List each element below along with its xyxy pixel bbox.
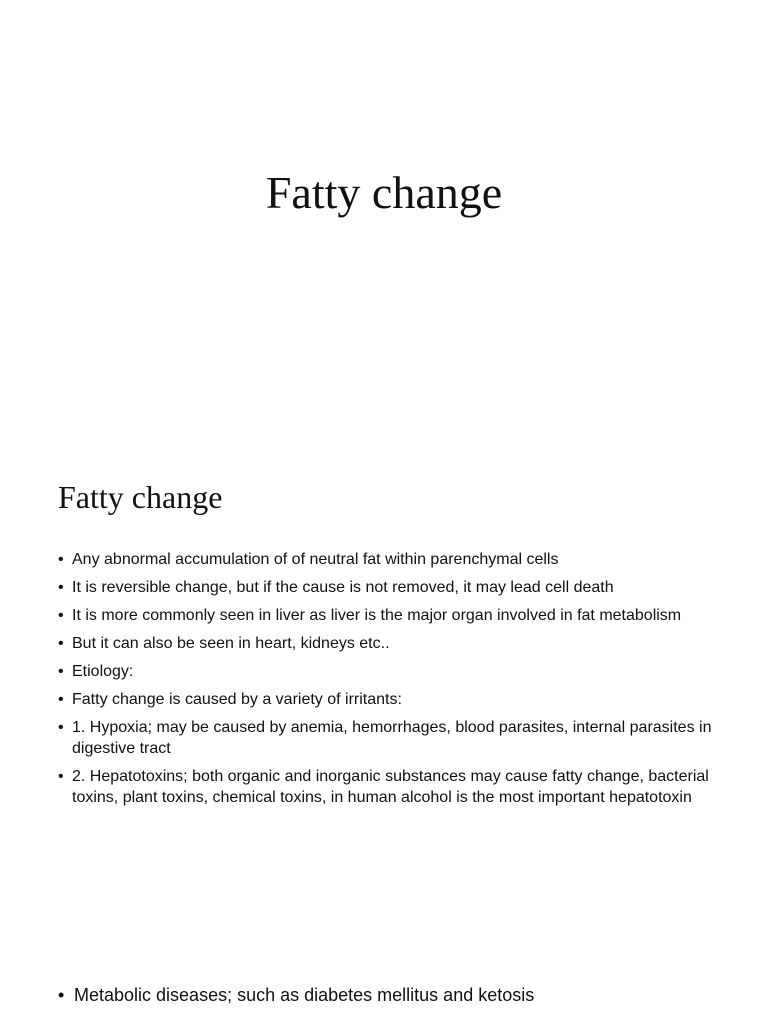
bullet-item: • It is reversible change, but if the cause is not removed, it may lead cell death: [58, 577, 718, 598]
slide-2-bullet-list: [58, 549, 718, 815]
bullet-item: • Etiology:: [58, 661, 718, 682]
content-slide: [0, 432, 768, 940]
slide-2-title: Fatty change: [58, 479, 223, 515]
slide-1-title: Fatty change: [265, 167, 503, 218]
bullet-item: • 2. Hepatotoxins; both organic and inorganic substances may cause fatty change, bacterial toxins, plant toxins, chemical toxins, in human alcohol is the most important hepatotoxin: [58, 766, 718, 808]
bullet-item: • Metabolic diseases; such as diabetes mellitus and ketosis: [58, 983, 718, 1007]
bullet-item: • 1. Hypoxia; may be caused by anemia, hemorrhages, blood parasites, internal parasites in digestive tract: [58, 717, 718, 759]
slide-3-bullet-list: [58, 983, 718, 1014]
title-slide: [0, 0, 768, 432]
bullet-item: • But it can also be seen in heart, kidneys etc..: [58, 633, 718, 654]
bullet-item: • It is more commonly seen in liver as liver is the major organ involved in fat metabolism: [58, 605, 718, 626]
content-slide-partial: [0, 940, 768, 1024]
bullet-item: • Fatty change is caused by a variety of irritants:: [58, 689, 718, 710]
bullet-item: • Any abnormal accumulation of of neutral fat within parenchymal cells: [58, 549, 718, 570]
